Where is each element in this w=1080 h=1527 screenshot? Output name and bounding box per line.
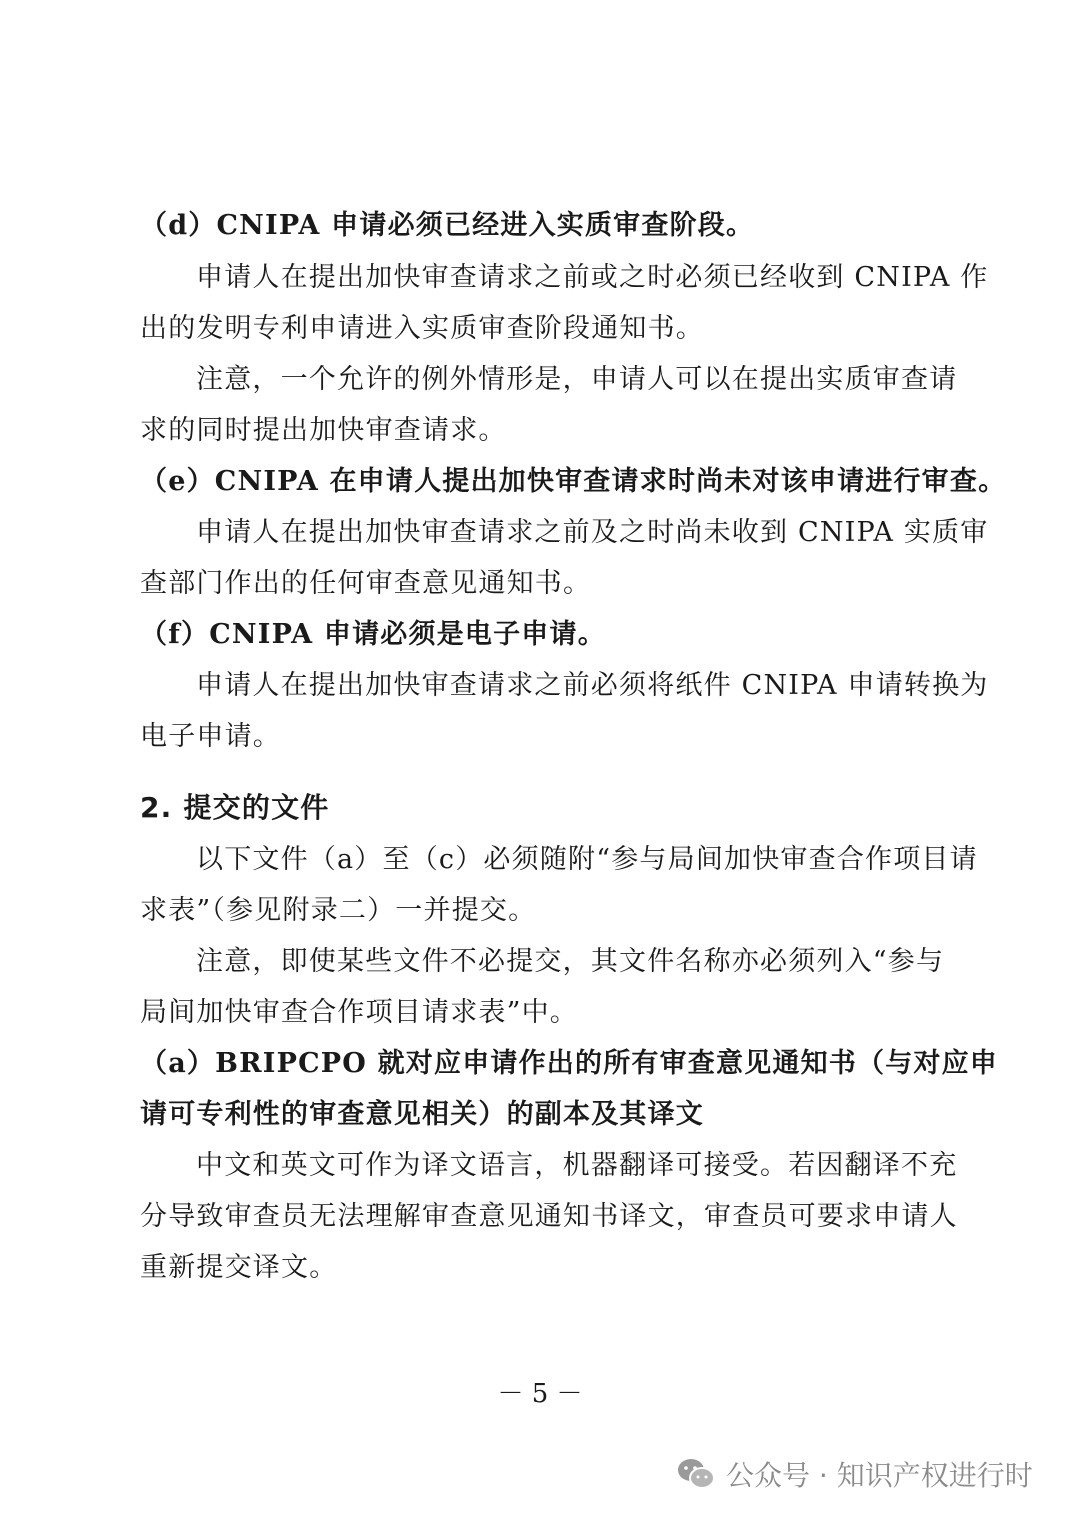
paragraph-line: 局间加快审查合作项目请求表”中。 [140,997,579,1028]
paragraph-line: 注意，即使某些文件不必提交，其文件名称亦必须列入“参与 [196,946,945,977]
item-heading-line: （e）CNIPA 在申请人提出加快审查请求时尚未对该申请进行审查。 [140,466,1007,497]
watermark [676,1452,1033,1496]
paragraph-line: 出的发明专利申请进入实质审查阶段通知书。 [140,313,704,344]
item-heading-line: 请可专利性的审查意见相关）的副本及其译文 [140,1099,704,1130]
paragraph-line: 查部门作出的任何审查意见通知书。 [140,568,592,599]
paragraph-line: 求的同时提出加快审查请求。 [140,415,507,446]
paragraph-line: 申请人在提出加快审查请求之前及之时尚未收到 CNIPA 实质审 [196,517,989,548]
item-heading-line: （a）BRIPCPO 就对应申请作出的所有审查意见通知书（与对应申 [140,1048,998,1079]
item-heading-line: （d）CNIPA 申请必须已经进入实质审查阶段。 [140,210,755,241]
page-number: － 5 － [497,1379,583,1409]
paragraph-line: 注意，一个允许的例外情形是，申请人可以在提出实质审查请 [196,364,958,395]
paragraph-line: 分导致审查员无法理解审查意见通知书译文，审查员可要求申请人 [140,1201,958,1232]
paragraph-line: 申请人在提出加快审查请求之前或之时必须已经收到 CNIPA 作 [196,262,989,293]
paragraph-line: 求表”（参见附录二）一并提交。 [140,895,537,926]
paragraph-line: 以下文件（a）至（c）必须随附“参与局间加快审查合作项目请 [196,844,978,875]
watermark-text: 公众号 · 知识产权进行时 [726,1459,1033,1492]
section-heading: 2. 提交的文件 [140,791,330,824]
paragraph-line: 中文和英文可作为译文语言，机器翻译可接受。若因翻译不充 [196,1150,958,1181]
paragraph-line: 电子申请。 [140,721,281,752]
paragraph-line: 重新提交译文。 [140,1252,338,1283]
wechat-icon [676,1457,716,1491]
paragraph-line: 申请人在提出加快审查请求之前必须将纸件 CNIPA 申请转换为 [196,670,989,701]
item-heading-line: （f）CNIPA 申请必须是电子申请。 [140,619,606,650]
